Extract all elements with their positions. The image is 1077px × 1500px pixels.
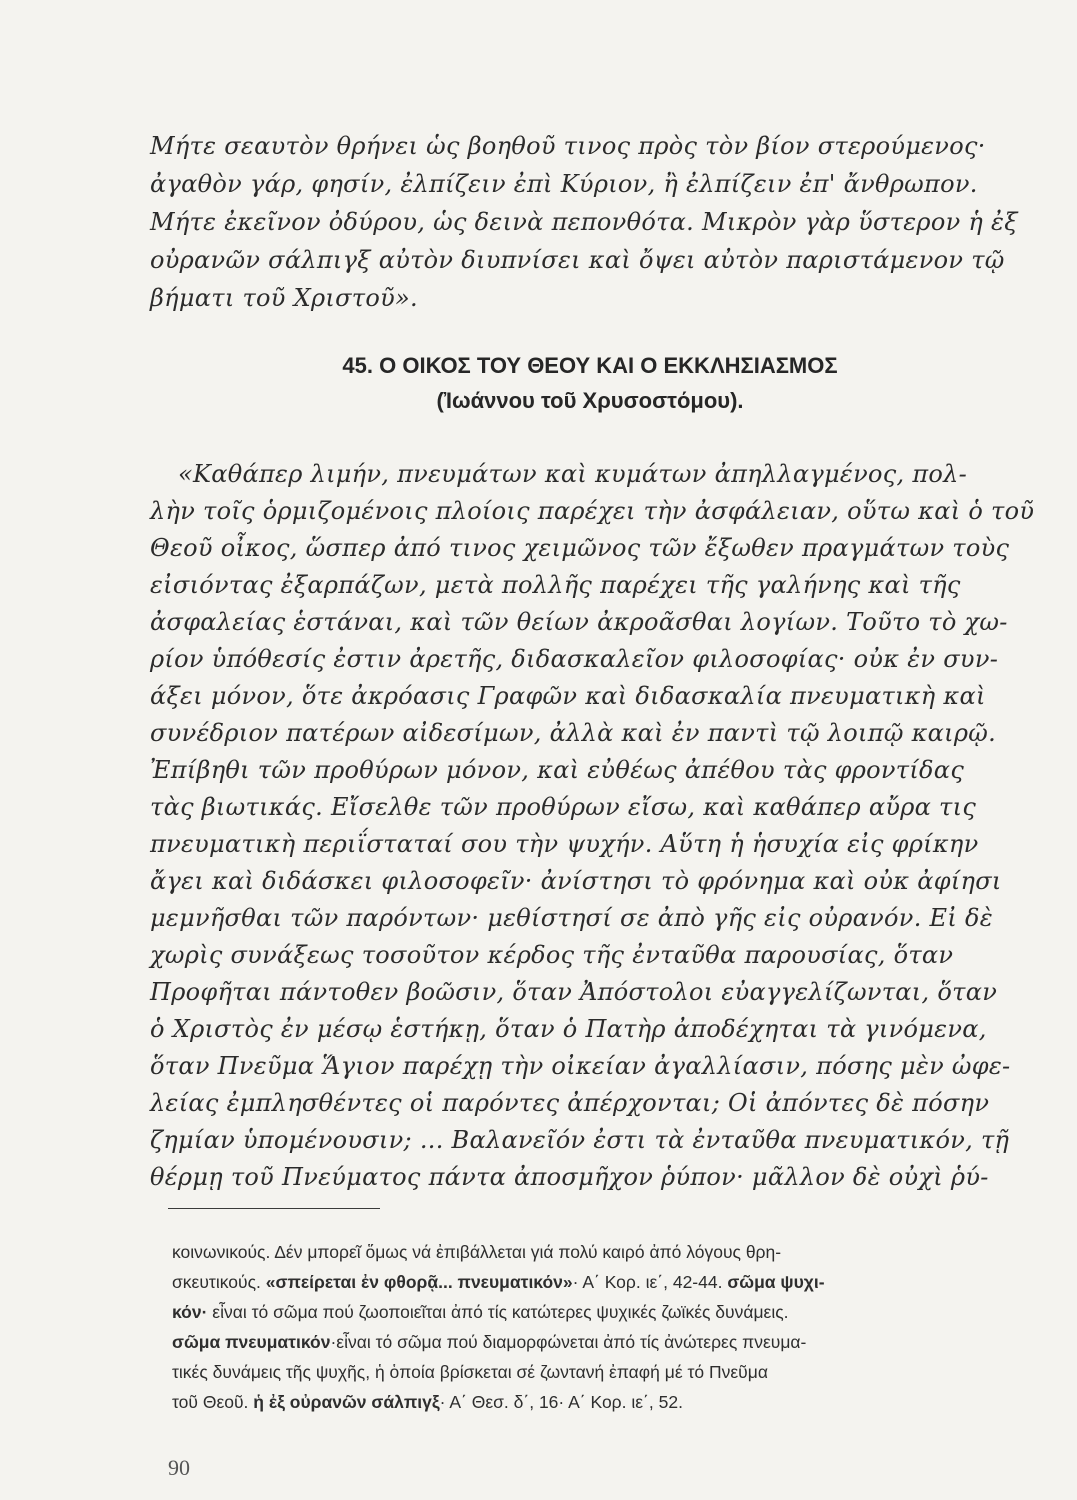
section-subheading: (Ἰωάννου τοῦ Χρυσοστόμου). [436,388,744,413]
text-line: εἰσιόντας ἐξαρπάζων, μετὰ πολλῆς παρέχει τῆς γαλήνης καὶ τῆς [150,571,961,599]
footnote-line [172,1358,1042,1387]
footnote-term: σῶμα πνευματικόν [172,1332,331,1352]
footnote-text: σκευτικούς. [172,1272,266,1292]
text-line: άξει μόνον, ὅτε ἀκρόασις Γραφῶν καὶ διδασκαλία πνευματικὴ καὶ [150,682,986,710]
footnote-text: κοινωνικούς. Δέν μπορεῖ ὅμως νά ἐπιβάλλεται γιά πολύ καιρό ἀπό λόγους θρη- [172,1242,782,1262]
text-line: θέρμῃ τοῦ Πνεύματος πάντα ἀποσμῆχον ῥύπον· μᾶλλον δὲ οὐχὶ ῥύ- [150,1163,989,1191]
text-line: Ἐπίβηθι τῶν προθύρων μόνον, καὶ εὐθέως ἀπέθου τὰς φροντίδας [150,756,965,784]
footnote-term: κόν· [172,1302,208,1322]
footnote-line [172,1268,1042,1297]
footnote-line [172,1238,1042,1267]
footnote-text: τικές δυνάμεις τῆς ψυχῆς, ἡ ὁποία βρίσκεται σέ ζωντανή ἐπαφή μέ τό Πνεῦμα [172,1362,768,1382]
text-line: πνευματικὴ περιΐσταταί σου τὴν ψυχήν. Αὕτη ἡ ἡσυχία εἰς φρίκην [150,830,979,858]
text-line: Μήτε σεαυτὸν θρήνει ὡς βοηθοῦ τινος πρὸς τὸν βίον στερούμενος· [150,132,986,160]
footnote-line [172,1388,1042,1417]
text-line: Μήτε ἐκεῖνον ὀδύρου, ὡς δεινὰ πεπονθότα. Μικρὸν γὰρ ὕστερον ἡ ἐξ [150,208,1018,236]
footnote-line [172,1328,1042,1357]
text-line: «Καθάπερ λιμήν, πνευμάτων καὶ κυμάτων ἀπηλλαγμένος, πολ- [178,460,968,488]
footnote-citation: «σπείρεται ἐν φθορᾷ... πνευματικόν» [265,1272,573,1292]
text-line: ἀγαθὸν γάρ, φησίν, ἐλπίζειν ἐπὶ Κύριον, ἢ ἐλπίζειν ἐπ' ἄνθρωπον. [150,170,978,198]
footnote-term: σῶμα ψυχι- [727,1272,825,1292]
text-line: ἄγει καὶ διδάσκει φιλοσοφεῖν· ἀνίστησι τὸ φρόνημα καὶ οὐκ ἀφίησι [150,867,1002,895]
text-line: λείας ἐμπλησθέντες οἱ παρόντες ἀπέρχονται; Οἱ ἀπόντες δὲ πόσην [150,1089,990,1117]
footnote-text: εἶναι τό σῶμα πού ζωοποιεῖται ἀπό τίς κατώτερες ψυχικές ζωϊκές δυνάμεις. [207,1302,789,1322]
text-line: βήματι τοῦ Χριστοῦ». [150,284,418,312]
text-line: οὐρανῶν σάλπιγξ αὐτὸν διυπνίσει καὶ ὄψει αὐτὸν παριστάμενον τῷ [150,246,1005,274]
text-line: συνέδριον πατέρων αἰδεσίμων, ἀλλὰ καὶ ἐν παντὶ τῷ λοιπῷ καιρῷ. [150,719,997,747]
text-line: ρίον ὑπόθεσίς ἐστιν ἀρετῆς, διδασκαλεῖον φιλοσοφίας· οὐκ ἐν συν- [150,645,999,673]
footnote-rule [168,1208,380,1209]
text-line: Προφῆται πάντοθεν βοῶσιν, ὅταν Ἀπόστολοι εὐαγγελίζωνται, ὅταν [150,978,998,1006]
page-number: 90 [168,1455,190,1480]
text-line: ὁ Χριστὸς ἐν μέσῳ ἑστήκῃ, ὅταν ὁ Πατὴρ ἀποδέχηται τὰ γινόμενα, [150,1015,987,1043]
text-line: Θεοῦ οἶκος, ὥσπερ ἀπό τινος χειμῶνος τῶν ἔξωθεν πραγμάτων τοὺς [150,534,1010,562]
text-line: λὴν τοῖς ὁρμιζομένοις πλοίοις παρέχει τὴν ἀσφάλειαν, οὕτω καὶ ὁ τοῦ [150,497,1035,525]
footnote-text: · Α΄ Θεσ. δ΄, 16· Α΄ Κορ. ιε΄, 52. [439,1392,683,1412]
footnote-line [172,1298,1042,1327]
footnote-citation: ἡ ἐξ οὐρανῶν σάλπιγξ [253,1392,440,1412]
footnote-text: τοῦ Θεοῦ. [172,1392,254,1412]
text-line: τὰς βιωτικάς. Εἴσελθε τῶν προθύρων εἴσω, καὶ καθάπερ αὔρα τις [150,793,977,821]
text-line: χωρὶς συνάξεως τοσοῦτον κέρδος τῆς ἐνταῦθα παρουσίας, ὅταν [150,941,954,969]
footnote-text: · Α΄ Κορ. ιε΄, 42-44. [572,1272,728,1292]
footnote-text: ·εἶναι τό σῶμα πού διαμορφώνεται ἀπό τίς ἀνώτερες πνευμα- [330,1332,807,1352]
text-line: ὅταν Πνεῦμα Ἅγιον παρέχῃ τὴν οἰκείαν ἀγαλλίασιν, πόσης μὲν ὠφε- [150,1052,1011,1080]
text-line: ζημίαν ὑπομένουσιν; ... Βαλανεῖόν ἐστι τὰ ἐνταῦθα πνευματικόν, τῇ [150,1126,1010,1154]
text-line: μεμνῆσθαι τῶν παρόντων· μεθίστησί σε ἀπὸ γῆς εἰς οὐρανόν. Εἰ δὲ [150,904,993,932]
text-line: ἀσφαλείας ἑστάναι, καὶ τῶν θείων ἀκροᾶσθαι λογίων. Τοῦτο τὸ χω- [150,608,1008,636]
section-heading: 45. Ο ΟΙΚΟΣ ΤΟΥ ΘΕΟΥ ΚΑΙ Ο ΕΚΚΛΗΣΙΑΣΜΟΣ [342,353,838,378]
